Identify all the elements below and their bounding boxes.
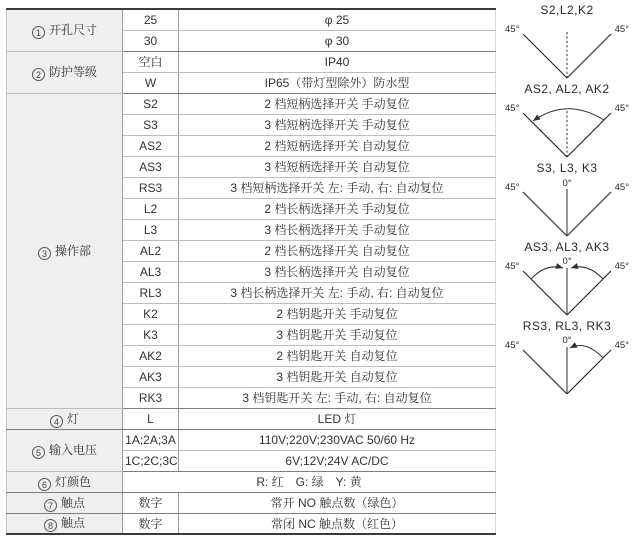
desc-cell: 常闭 NC 触点数（红色） bbox=[179, 513, 496, 534]
return-arc-left bbox=[531, 267, 563, 279]
arrowhead-icon bbox=[571, 263, 579, 269]
desc-cell: 3 档长柄选择开关 手动复位 bbox=[179, 219, 496, 240]
diagram-title: RS3, RL3, RK3 bbox=[522, 319, 612, 333]
return-arc-right bbox=[571, 267, 603, 279]
code-cell: 空白 bbox=[123, 51, 179, 72]
section-number-badge: 8 bbox=[44, 519, 57, 532]
desc-cell: 2 档钥匙开关 手动复位 bbox=[179, 303, 496, 324]
section-label-cell bbox=[7, 408, 123, 429]
desc-cell: 2 档短柄选择开关 自动复位 bbox=[179, 135, 496, 156]
angle-label-right: 45° bbox=[614, 261, 629, 272]
diagram-group bbox=[504, 82, 630, 161]
code-cell: W bbox=[123, 72, 179, 93]
section-number-badge: 7 bbox=[44, 499, 57, 512]
section-label: 开孔尺寸 bbox=[48, 23, 97, 38]
desc-cell: IP40 bbox=[179, 51, 496, 72]
desc-cell: 110V;220V;230VAC 50/60 Hz bbox=[179, 429, 496, 450]
desc-cell: 2 档短柄选择开关 手动复位 bbox=[179, 93, 496, 114]
section-number-badge: 5 bbox=[32, 446, 45, 459]
angle-label-center: 0° bbox=[562, 335, 572, 346]
angle-label-right: 45° bbox=[614, 24, 629, 35]
code-cell: L bbox=[123, 408, 179, 429]
code-cell: AL3 bbox=[123, 261, 179, 282]
angle-label-center: 0° bbox=[562, 256, 572, 267]
switch-angle-diagram bbox=[504, 176, 630, 240]
table-row bbox=[7, 492, 496, 513]
section-label: 防护等级 bbox=[48, 65, 97, 79]
code-cell: S3 bbox=[123, 114, 179, 135]
angle-label-left: 45° bbox=[505, 24, 520, 35]
section-label: 灯 bbox=[66, 411, 79, 426]
code-cell: L2 bbox=[123, 198, 179, 219]
switch-angle-diagram bbox=[504, 255, 630, 319]
code-cell: 1C;2C;3C bbox=[123, 450, 179, 471]
desc-cell: 3 档钥匙开关 左: 手动, 右: 自动复位 bbox=[179, 387, 496, 408]
diagram-group bbox=[504, 161, 630, 240]
section-label-cell bbox=[7, 93, 123, 408]
table-row bbox=[7, 51, 496, 72]
code-cell: AS3 bbox=[123, 156, 179, 177]
desc-cell: 3 档长柄选择开关 自动复位 bbox=[179, 261, 496, 282]
desc-cell: 2 档长柄选择开关 手动复位 bbox=[179, 198, 496, 219]
section-number-badge: 6 bbox=[38, 478, 51, 491]
code-cell: 30 bbox=[123, 30, 179, 51]
section-label-cell bbox=[7, 492, 123, 513]
diagram-title: AS3, AL3, AK3 bbox=[524, 240, 610, 254]
desc-cell: 3 档短柄选择开关 手动复位 bbox=[179, 114, 496, 135]
angle-label-right: 45° bbox=[614, 103, 629, 114]
desc-cell-merged: R: 红 G: 绿 Y: 黄 bbox=[123, 471, 496, 492]
spec-table bbox=[6, 8, 496, 535]
table-row bbox=[7, 9, 496, 30]
angle-label-right: 45° bbox=[614, 340, 629, 351]
section-number-badge: 4 bbox=[50, 415, 63, 428]
code-cell: 25 bbox=[123, 9, 179, 30]
code-cell: AK3 bbox=[123, 366, 179, 387]
arrowhead-icon bbox=[533, 115, 541, 122]
code-cell: 数字 bbox=[123, 492, 179, 513]
table-row bbox=[7, 429, 496, 450]
desc-cell: 3 档短柄选择开关 自动复位 bbox=[179, 156, 496, 177]
switch-angle-diagram bbox=[504, 97, 630, 161]
code-cell: RK3 bbox=[123, 387, 179, 408]
diagram-group bbox=[504, 240, 630, 319]
desc-cell: IP65（带灯型除外）防水型 bbox=[179, 72, 496, 93]
table-row bbox=[7, 408, 496, 429]
desc-cell: 3 档长柄选择开关 左: 手动, 右: 自动复位 bbox=[179, 282, 496, 303]
code-cell: AS2 bbox=[123, 135, 179, 156]
desc-cell: 3 档钥匙开关 自动复位 bbox=[179, 366, 496, 387]
diagram-title: S3, L3, K3 bbox=[536, 161, 598, 175]
table-row bbox=[7, 513, 496, 534]
code-cell: L3 bbox=[123, 219, 179, 240]
code-cell: 1A;2A;3A bbox=[123, 429, 179, 450]
code-cell: 数字 bbox=[123, 513, 179, 534]
section-label: 输入电压 bbox=[48, 443, 97, 457]
diagram-title: S2,L2,K2 bbox=[540, 3, 594, 17]
section-number-badge: 1 bbox=[32, 26, 45, 39]
section-label: 灯颜色 bbox=[54, 474, 91, 489]
section-number-badge: 2 bbox=[32, 68, 45, 81]
diagram-group bbox=[504, 319, 630, 398]
section-label-cell bbox=[7, 471, 123, 492]
table-row bbox=[7, 471, 496, 492]
switch-angle-diagram bbox=[504, 334, 630, 398]
angle-label-right: 45° bbox=[614, 182, 629, 193]
code-cell: RL3 bbox=[123, 282, 179, 303]
code-cell: K2 bbox=[123, 303, 179, 324]
section-label-cell bbox=[7, 51, 123, 93]
desc-cell: φ 25 bbox=[179, 9, 496, 30]
section-label: 操作部 bbox=[54, 243, 91, 258]
desc-cell: 6V;12V;24V AC/DC bbox=[179, 450, 496, 471]
section-label-cell bbox=[7, 429, 123, 471]
desc-cell: 2 档钥匙开关 自动复位 bbox=[179, 345, 496, 366]
desc-cell: 2 档长柄选择开关 自动复位 bbox=[179, 240, 496, 261]
code-cell: K3 bbox=[123, 324, 179, 345]
diagram-group bbox=[504, 3, 630, 82]
section-number-badge: 3 bbox=[38, 247, 51, 260]
return-arc bbox=[533, 109, 604, 121]
angle-label-left: 45° bbox=[505, 261, 520, 272]
code-cell: S2 bbox=[123, 93, 179, 114]
section-label: 触点 bbox=[60, 495, 85, 510]
angle-label-center: 0° bbox=[562, 178, 572, 189]
switch-angle-diagram bbox=[504, 18, 630, 82]
angle-label-left: 45° bbox=[505, 103, 520, 114]
code-cell: AL2 bbox=[123, 240, 179, 261]
section-label: 触点 bbox=[60, 516, 85, 531]
diagram-title: AS2, AL2, AK2 bbox=[524, 82, 610, 96]
angle-label-left: 45° bbox=[505, 182, 520, 193]
angle-diagrams-column bbox=[504, 3, 630, 398]
desc-cell: 3 档短柄选择开关 左: 手动, 右: 自动复位 bbox=[179, 177, 496, 198]
desc-cell: 3 档钥匙开关 手动复位 bbox=[179, 324, 496, 345]
code-cell: RS3 bbox=[123, 177, 179, 198]
desc-cell: 常开 NO 触点数（绿色） bbox=[179, 492, 496, 513]
angle-label-left: 45° bbox=[505, 340, 520, 351]
desc-cell: φ 30 bbox=[179, 30, 496, 51]
section-label-cell bbox=[7, 9, 123, 51]
section-label-cell bbox=[7, 513, 123, 534]
table-row bbox=[7, 93, 496, 114]
desc-cell: LED 灯 bbox=[179, 408, 496, 429]
code-cell: AK2 bbox=[123, 345, 179, 366]
